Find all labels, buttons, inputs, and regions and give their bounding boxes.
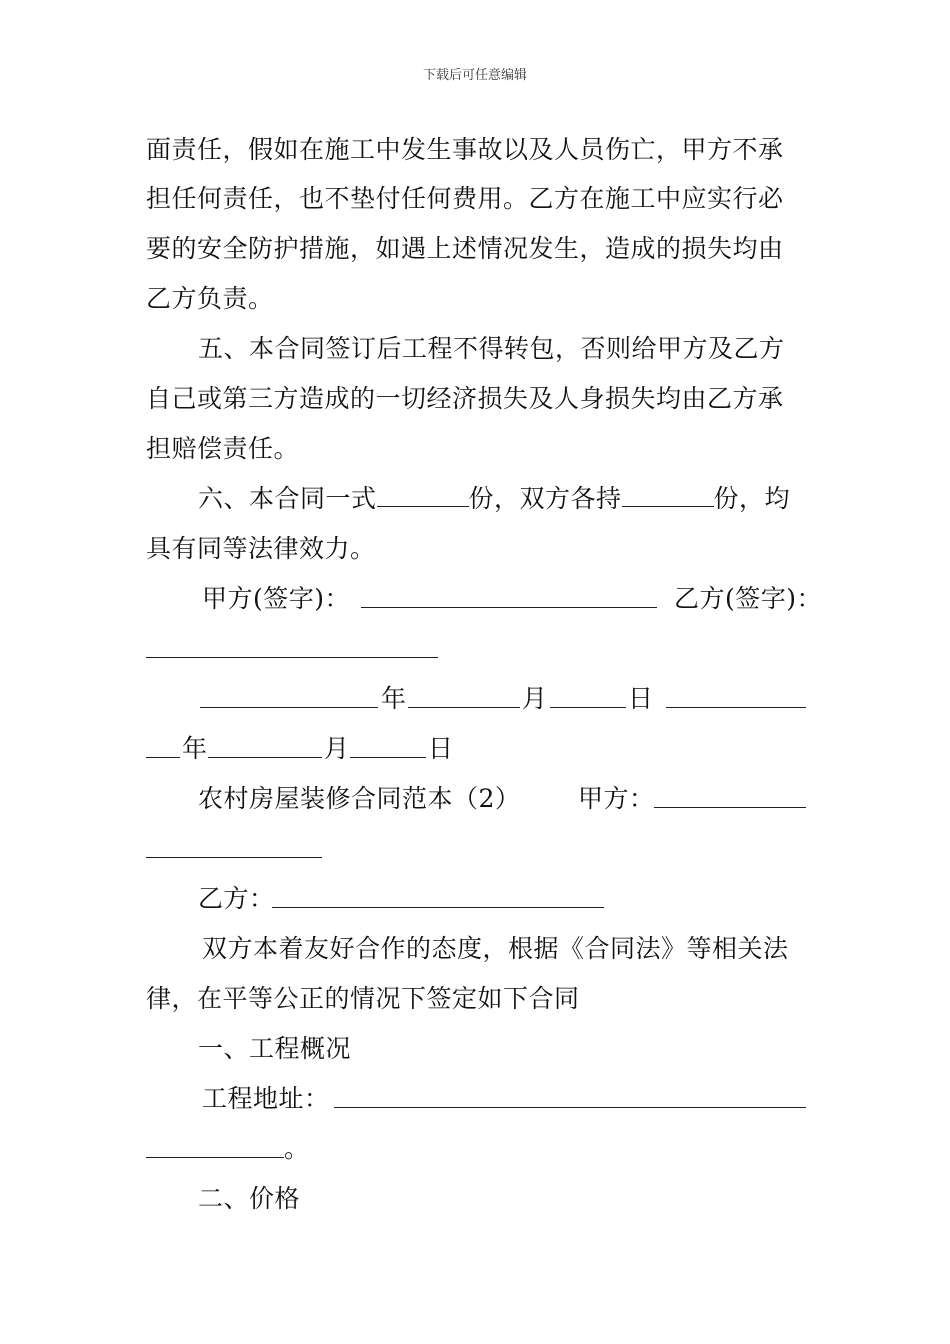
date-b-month-blank[interactable] xyxy=(208,757,322,758)
date-b-year-blank-cont[interactable] xyxy=(146,757,180,758)
date-a-month-blank[interactable] xyxy=(408,707,520,708)
party-b-signature-label: 乙方(签字)： xyxy=(674,584,823,613)
copies-text-1: 六、本合同一式 xyxy=(198,484,377,513)
address-label: 工程地址： xyxy=(202,1084,330,1113)
paragraph-line: 面责任，假如在施工中发生事故以及人员伤亡，甲方不承 xyxy=(146,135,784,164)
section-heading: 一、工程概况 xyxy=(198,1034,352,1063)
party-a-name-blank-cont[interactable] xyxy=(146,857,322,858)
month-label: 月 xyxy=(324,734,350,763)
paragraph-line: 五、本合同签订后工程不得转包，否则给甲方及乙方 xyxy=(198,334,785,363)
address-end-mark: 。 xyxy=(284,1134,310,1163)
contract-title: 农村房屋装修合同范本（2） xyxy=(198,784,521,813)
address-blank-cont[interactable] xyxy=(146,1157,284,1158)
paragraph-line: 双方本着友好合作的态度，根据《合同法》等相关法 xyxy=(202,934,789,963)
party-b-label: 乙方： xyxy=(198,884,275,913)
paragraph-line: 自己或第三方造成的一切经济损失及人身损失均由乙方承 xyxy=(146,384,784,413)
party-a-signature-label: 甲方(签字)： xyxy=(202,584,351,613)
party-a-label: 甲方： xyxy=(578,784,655,813)
date-b-day-blank[interactable] xyxy=(350,757,426,758)
party-a-signature-blank[interactable] xyxy=(361,607,657,608)
paragraph-line: 律，在平等公正的情况下签定如下合同 xyxy=(146,984,580,1013)
year-label: 年 xyxy=(182,734,208,763)
date-a-day-blank[interactable] xyxy=(550,707,626,708)
copies-each-blank[interactable] xyxy=(622,484,714,507)
date-a-year-blank[interactable] xyxy=(200,707,378,708)
date-b-year-blank[interactable] xyxy=(666,707,806,708)
copies-clause xyxy=(198,484,790,514)
page-header: 下载后可任意编辑 xyxy=(422,68,527,83)
copies-text-3: 份，均 xyxy=(713,484,791,513)
paragraph-line: 乙方负责。 xyxy=(146,284,274,313)
copies-total-blank[interactable] xyxy=(377,484,469,507)
party-b-signature-blank[interactable] xyxy=(146,657,438,658)
day-label: 日 xyxy=(628,684,654,713)
copies-text-2: 份，双方各持 xyxy=(468,484,622,513)
paragraph-line: 担任何责任，也不垫付任何费用。乙方在施工中应实行必 xyxy=(146,184,784,213)
party-a-name-blank[interactable] xyxy=(654,807,806,808)
paragraph-line: 具有同等法律效力。 xyxy=(146,534,376,563)
section-heading: 二、价格 xyxy=(198,1184,301,1213)
year-label: 年 xyxy=(381,684,407,713)
address-blank[interactable] xyxy=(334,1107,806,1108)
day-label: 日 xyxy=(428,734,454,763)
paragraph-line: 担赔偿责任。 xyxy=(146,434,300,463)
paragraph-line: 要的安全防护措施，如遇上述情况发生，造成的损失均由 xyxy=(146,234,784,263)
month-label: 月 xyxy=(522,684,548,713)
party-b-name-blank[interactable] xyxy=(272,907,604,908)
